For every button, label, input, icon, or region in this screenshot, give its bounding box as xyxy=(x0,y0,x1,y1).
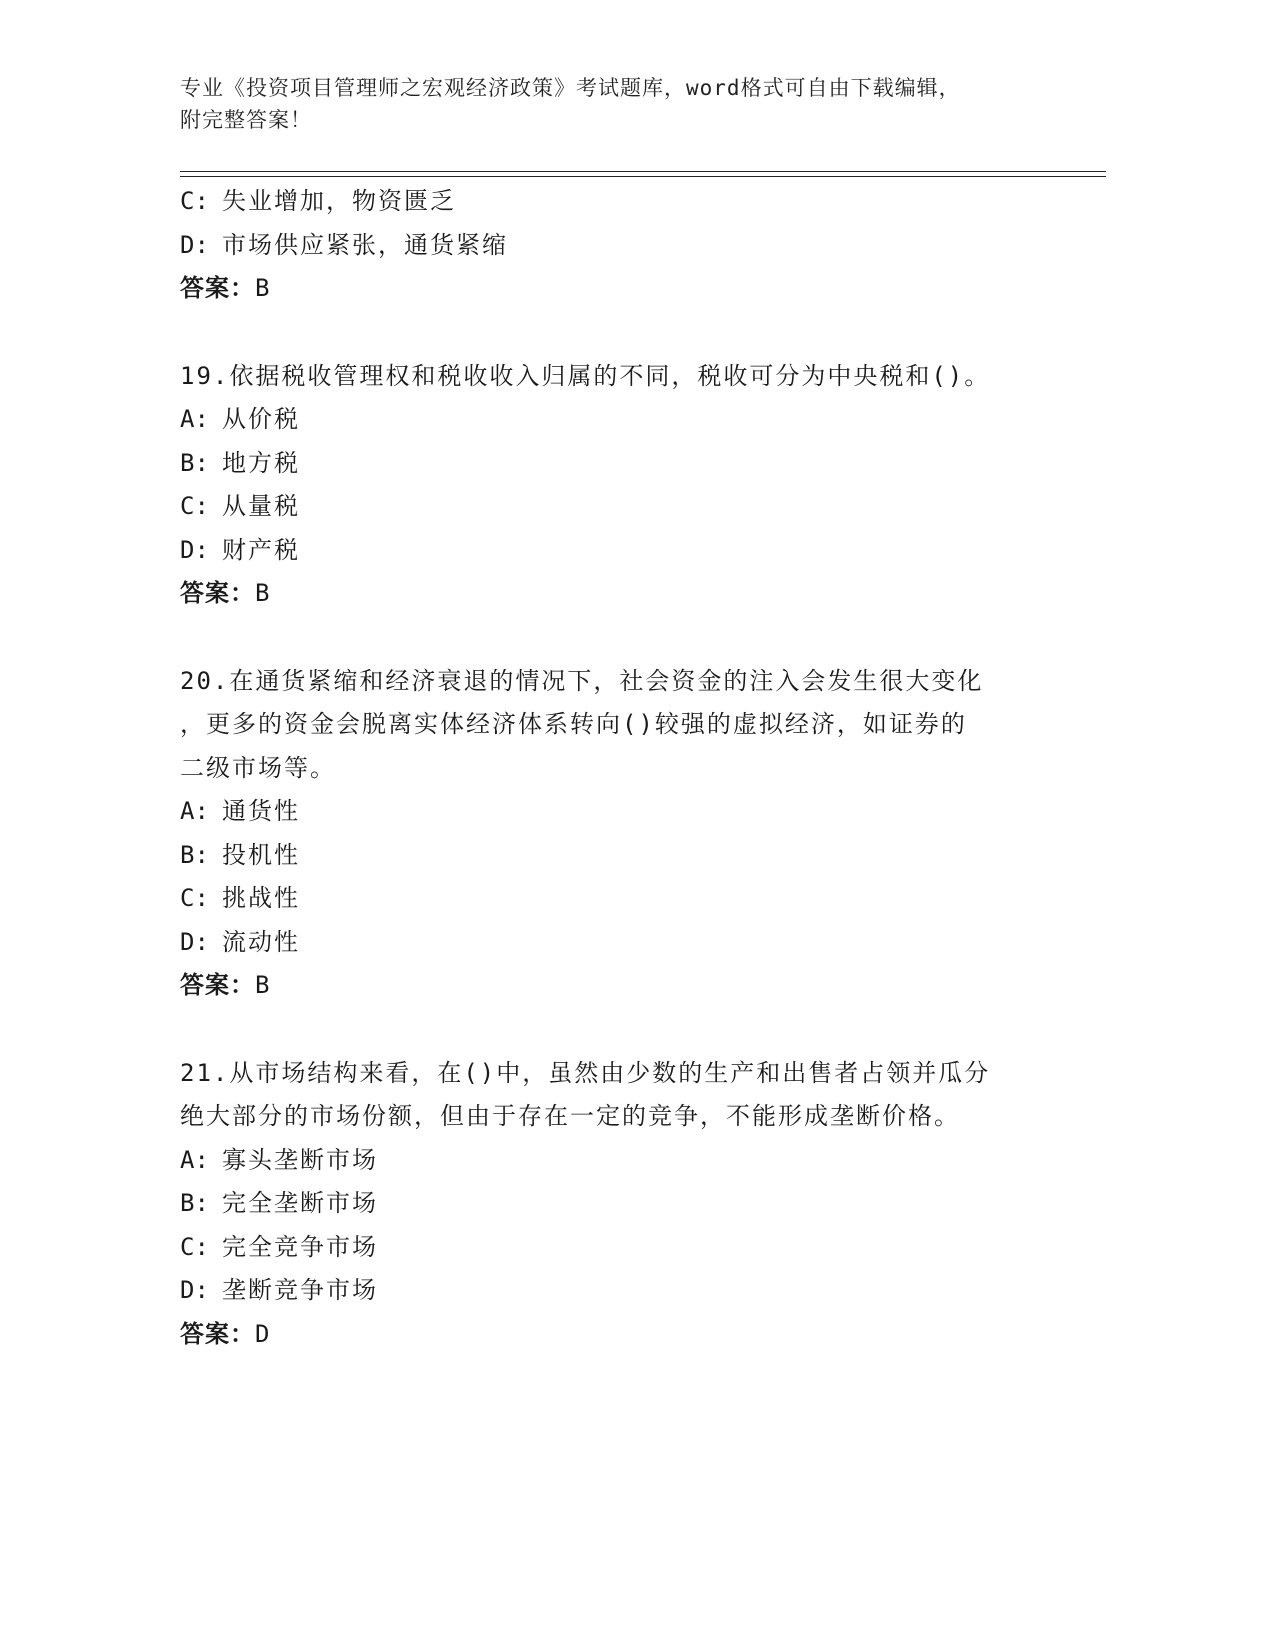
option-text: 从价税 xyxy=(222,405,300,433)
option-text: 投机性 xyxy=(222,840,300,869)
answer-label: 答案： xyxy=(180,971,255,999)
answer-line xyxy=(180,964,1106,1008)
option-c xyxy=(180,180,1106,224)
option-key: D: xyxy=(180,535,209,564)
option-b xyxy=(180,442,1106,486)
spacer xyxy=(180,311,1106,355)
header-line-2: 附完整答案！ xyxy=(180,108,312,132)
spacer xyxy=(180,1008,1106,1052)
option-key: C: xyxy=(180,492,209,520)
answer-label: 答案： xyxy=(180,1319,255,1348)
option-text: 垄断竞争市场 xyxy=(222,1276,378,1304)
option-d xyxy=(180,921,1106,965)
option-b xyxy=(180,1182,1106,1226)
stem-line: 绝大部分的市场份额，但由于存在一定的竞争，不能形成垄断价格。 xyxy=(180,1102,960,1130)
option-text: 寡头垄断市场 xyxy=(222,1145,378,1174)
answer-value: D xyxy=(255,1319,271,1348)
stem-line: 21.从市场结构来看，在()中，虽然由少数的生产和出售者占领并瓜分 xyxy=(180,1058,991,1087)
option-text: 从量税 xyxy=(222,492,300,520)
answer-line xyxy=(180,1313,1106,1357)
question-21 xyxy=(180,1052,1106,1357)
spacer xyxy=(180,616,1106,660)
option-key: B: xyxy=(180,448,209,477)
option-key: C: xyxy=(180,187,209,215)
header-line-1: 专业《投资项目管理师之宏观经济政策》考试题库，word格式可自由下载编辑， xyxy=(180,76,961,100)
option-key: B: xyxy=(180,1189,209,1217)
option-d xyxy=(180,1269,1106,1313)
option-key: C: xyxy=(180,884,209,912)
option-c xyxy=(180,485,1106,529)
option-text: 完全垄断市场 xyxy=(222,1189,378,1217)
option-key: D: xyxy=(180,927,209,956)
option-c xyxy=(180,877,1106,921)
answer-line xyxy=(180,267,1106,311)
option-a xyxy=(180,398,1106,442)
answer-value: B xyxy=(255,274,271,302)
option-text: 挑战性 xyxy=(222,884,300,912)
option-key: D: xyxy=(180,230,209,259)
option-d xyxy=(180,224,1106,268)
option-text: 通货性 xyxy=(222,797,300,825)
answer-value: B xyxy=(255,579,271,607)
option-text: 失业增加，物资匮乏 xyxy=(222,187,456,215)
option-text: 流动性 xyxy=(222,927,300,956)
option-b xyxy=(180,834,1106,878)
option-c xyxy=(180,1226,1106,1270)
answer-line xyxy=(180,572,1106,616)
option-text: 财产税 xyxy=(222,535,300,564)
stem-line: 二级市场等。 xyxy=(180,753,336,782)
question-stem xyxy=(180,355,1106,399)
question-stem xyxy=(180,1052,1106,1139)
option-key: A: xyxy=(180,405,209,433)
answer-value: B xyxy=(255,971,271,999)
option-key: C: xyxy=(180,1232,209,1261)
question-20 xyxy=(180,660,1106,1008)
option-text: 完全竞争市场 xyxy=(222,1232,378,1261)
answer-label: 答案： xyxy=(180,579,255,607)
answer-label: 答案： xyxy=(180,274,255,302)
document-header xyxy=(180,72,1100,136)
question-body xyxy=(180,180,1106,1356)
option-key: A: xyxy=(180,797,209,825)
option-key: A: xyxy=(180,1145,209,1174)
stem-line: 20.在通货紧缩和经济衰退的情况下，社会资金的注入会发生很大变化 xyxy=(180,666,984,695)
header-divider-bottom xyxy=(180,176,1106,177)
question-19 xyxy=(180,355,1106,616)
carryover-block xyxy=(180,180,1106,311)
header-divider-top xyxy=(180,171,1106,172)
option-key: B: xyxy=(180,840,209,869)
option-d xyxy=(180,529,1106,573)
question-stem xyxy=(180,660,1106,791)
stem-line: 19.依据税收管理权和税收收入归属的不同，税收可分为中央税和()。 xyxy=(180,361,991,390)
option-key: D: xyxy=(180,1276,209,1304)
option-a xyxy=(180,1139,1106,1183)
option-text: 地方税 xyxy=(222,448,300,477)
option-text: 市场供应紧张，通货紧缩 xyxy=(222,230,508,259)
stem-line: ，更多的资金会脱离实体经济体系转向()较强的虚拟经济，如证券的 xyxy=(180,710,967,738)
option-a xyxy=(180,790,1106,834)
